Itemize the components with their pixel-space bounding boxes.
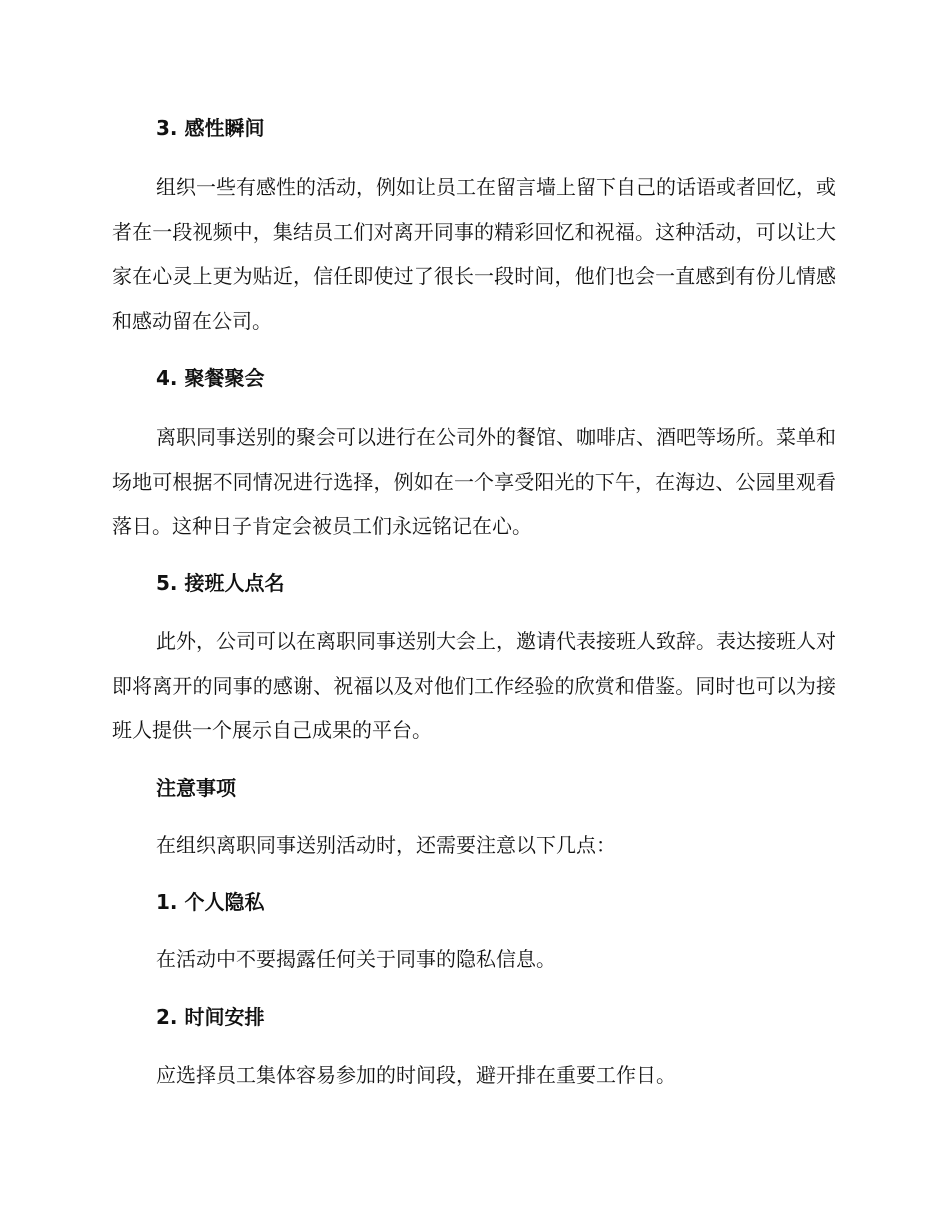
notes-intro-text: 在组织离职同事送别活动时，还需要注意以下几点： [156, 833, 616, 857]
section-body-emotional-moments: 组织一些有感性的活动，例如让员工在留言墙上留下自己的话语或者回忆，或者在一段视频中，集结员工们对离开同事的精彩回忆和祝福。这种活动，可以让大家在心灵上更为贴近，信任即使过了很长一段时间，他们也会一直感到有份儿情感和感动留在公司。 [112, 175, 836, 334]
section-heading-notes: 注意事项 [156, 776, 236, 800]
section-body-dinner-party: 离职同事送别的聚会可以进行在公司外的餐馆、咖啡店、酒吧等场所。菜单和场地可根据不同情况进行选择，例如在一个享受阳光的下午，在海边、公园里观看落日。这种日子肯定会被员工们永远铭记在心。 [112, 425, 836, 539]
section-heading-emotional-moments: 3. 感性瞬间 [156, 116, 265, 140]
section-heading-successor-rollcall: 5. 接班人点名 [156, 571, 285, 595]
section-heading-dinner-party: 4. 聚餐聚会 [156, 366, 265, 390]
note-heading-schedule: 2. 时间安排 [156, 1005, 265, 1029]
note-heading-privacy: 1. 个人隐私 [156, 890, 265, 914]
section-body-successor-rollcall: 此外，公司可以在离职同事送别大会上，邀请代表接班人致辞。表达接班人对即将离开的同事的感谢、祝福以及对他们工作经验的欣赏和借鉴。同时也可以为接班人提供一个展示自己成果的平台。 [112, 629, 836, 743]
note-body-privacy: 在活动中不要揭露任何关于同事的隐私信息。 [156, 947, 556, 971]
note-body-schedule: 应选择员工集体容易参加的时间段，避开排在重要工作日。 [156, 1063, 676, 1087]
